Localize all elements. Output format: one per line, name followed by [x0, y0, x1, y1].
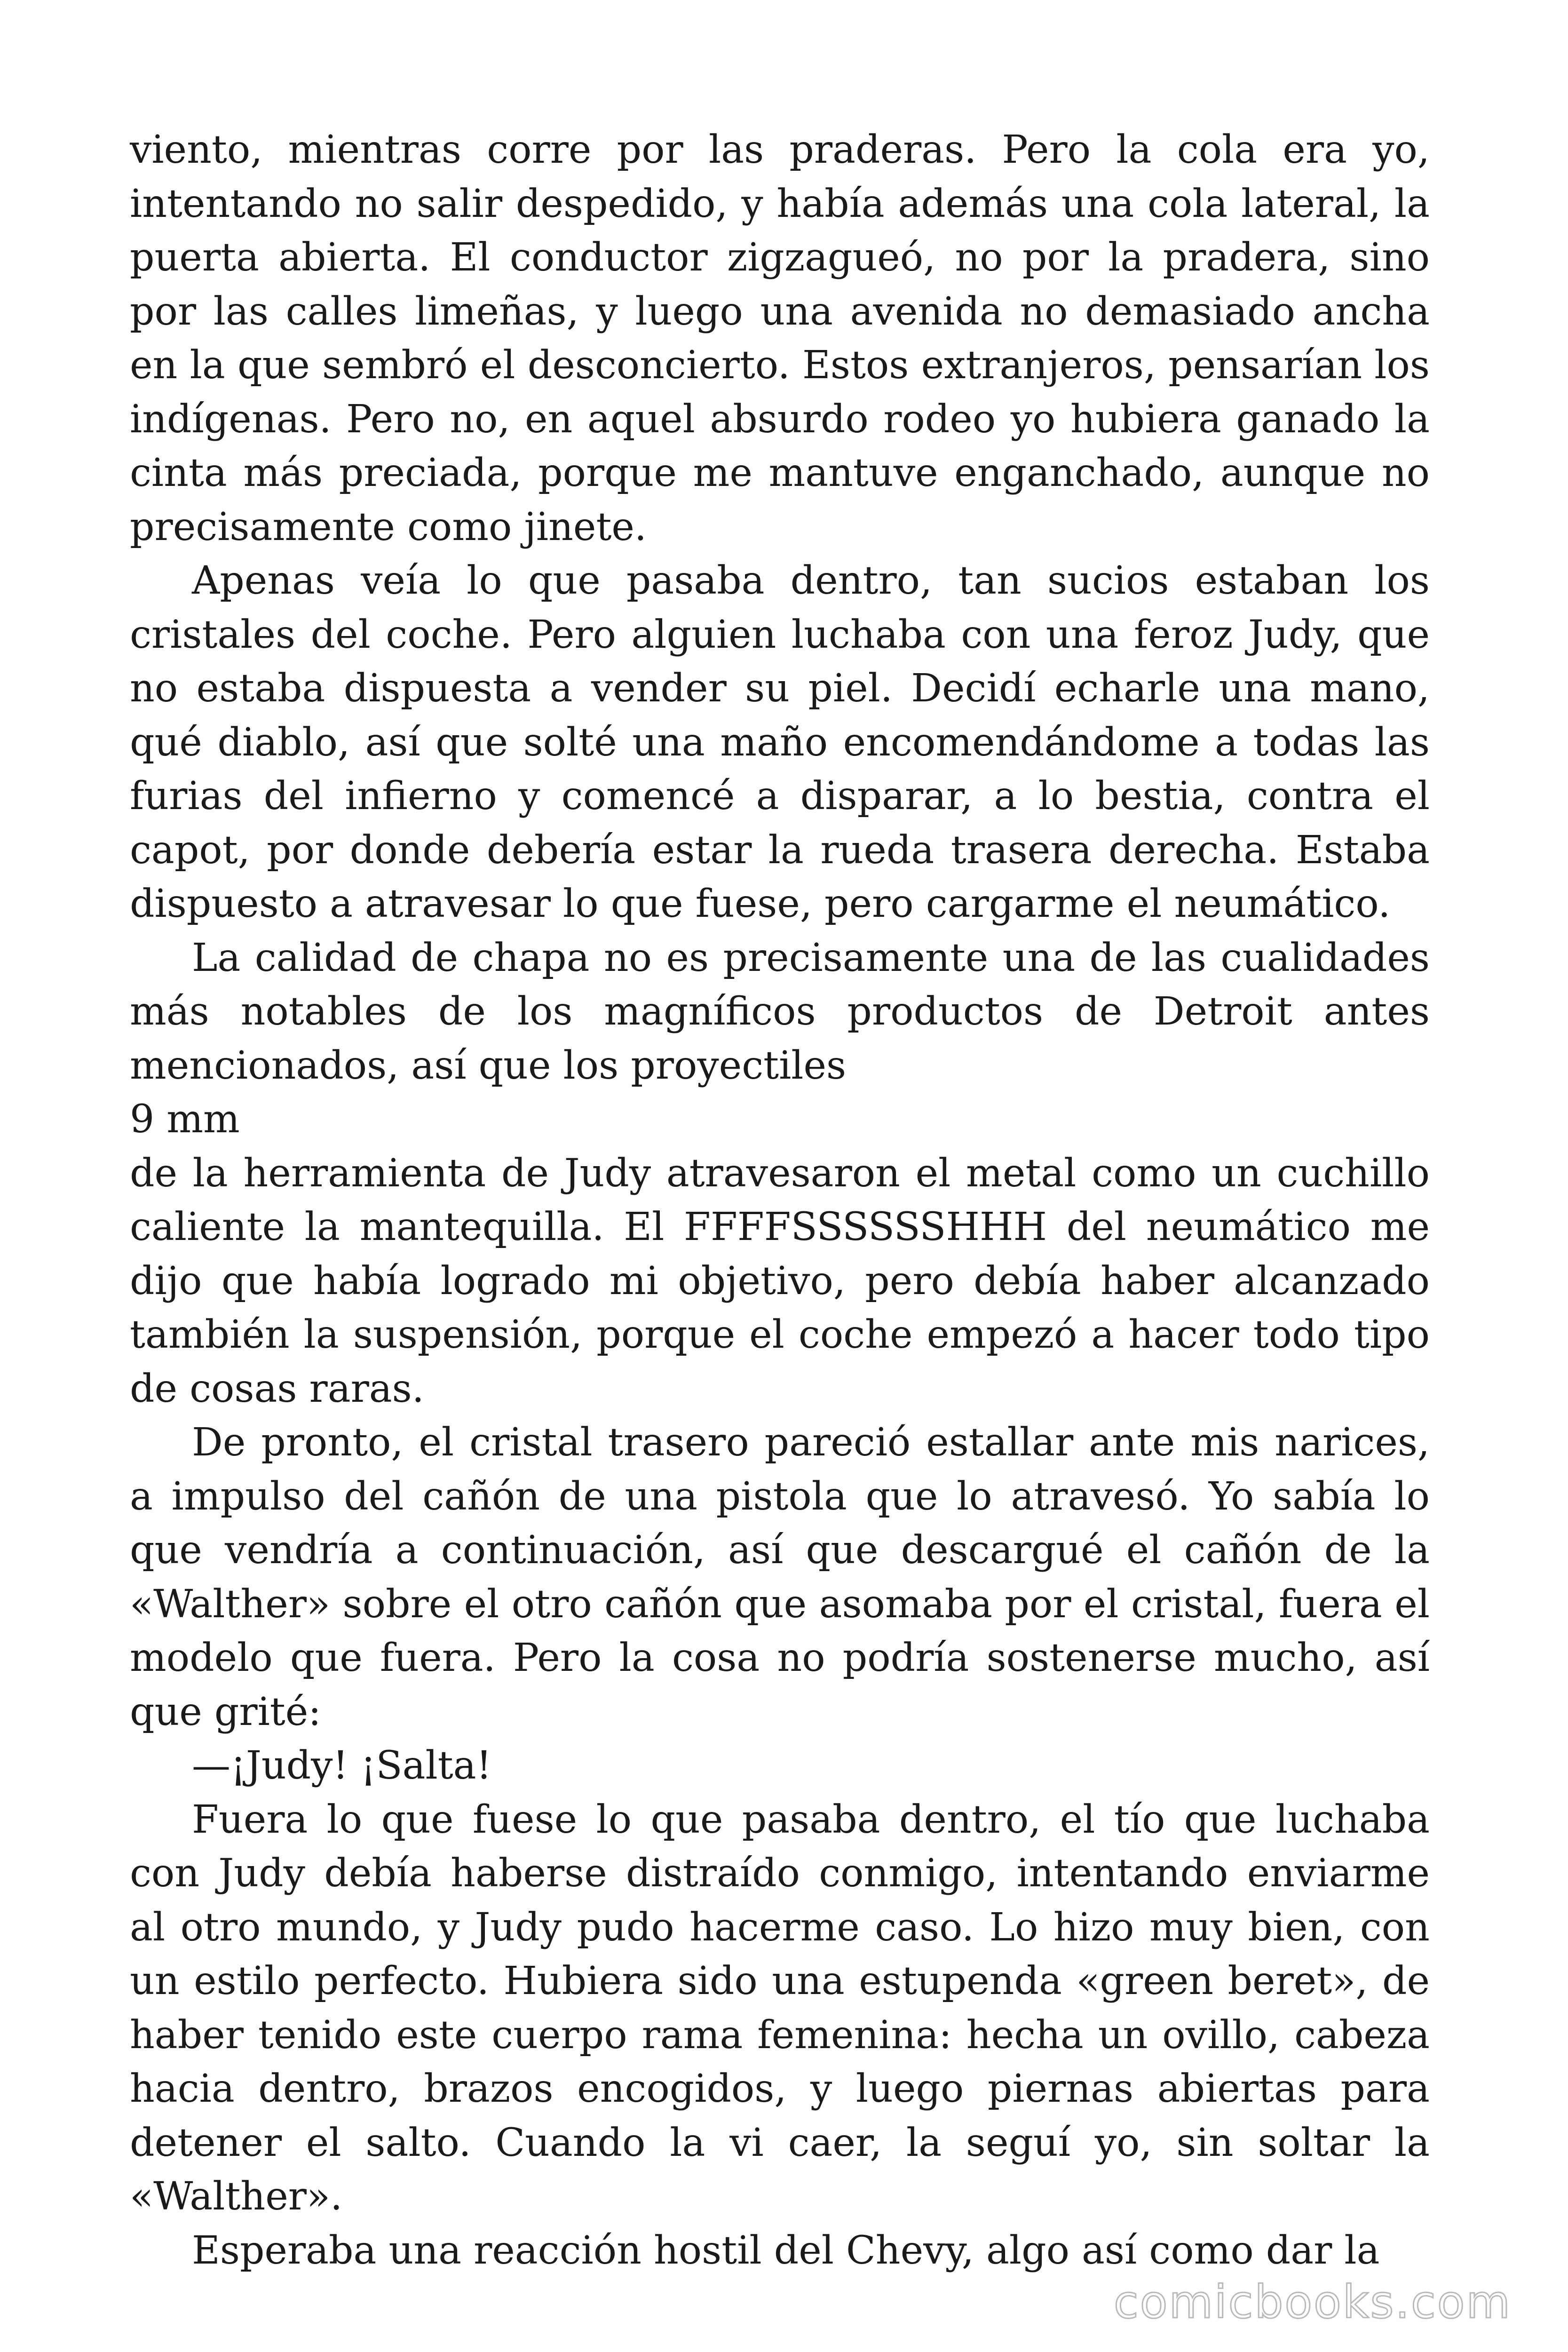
paragraph: La calidad de chapa no es precisamente una de las cualidades más notables de los magníficos productos de Detroit antes mencionados, así que los proyectiles	[130, 935, 1430, 1088]
paragraph: De pronto, el cristal trasero pareció estallar ante mis narices, a impulso del cañón de una pistola que lo atravesó. Yo sabía lo que vendría a continuación, así que descargué el cañón de la «Walther» sobre el otro cañón que asomaba por el cristal, fuera el modelo que fuera. Pero la cosa no podría sostenerse mucho, así que grité:	[130, 1420, 1430, 1734]
paragraph: Apenas veía lo que pasaba dentro, tan sucios estaban los cristales del coche. Pero alguien luchaba con una feroz Judy, que no estaba dispuesta a vender su piel. Decidí echarle una mano, qué diablo, así que solté una maño encomendándome a todas las furias del infierno y comencé a disparar, a lo bestia, contra el capot, por donde debería estar la rueda trasera derecha. Estaba dispuesto a atravesar lo que fuese, pero cargarme el neumático.	[130, 558, 1430, 926]
body-text	[130, 123, 1430, 2278]
dialogue-line: —¡Judy! ¡Salta!	[192, 1743, 492, 1788]
paragraph: de la herramienta de Judy atravesaron el metal como un cuchillo caliente la mantequilla. El FFFFSSSSSSHHH del neumático me dijo que había logrado mi objetivo, pero debía haber alcanzado también la suspensión, porque el coche empezó a hacer todo tipo de cosas raras.	[130, 1151, 1430, 1411]
watermark: comicbooks.com	[1113, 2276, 1512, 2328]
paragraph: Fuera lo que fuese lo que pasaba dentro, el tío que luchaba con Judy debía haberse distraído conmigo, intentando enviarme al otro mundo, y Judy pudo hacerme caso. Lo hizo muy bien, con un estilo perfecto. Hubiera sido una estupenda «green beret», de haber tenido este cuerpo rama femenina: hecha un ovillo, cabeza hacia dentro, brazos encogidos, y luego piernas abiertas para detener el salto. Cuando la vi caer, la seguí yo, sin soltar la «Walther».	[130, 1797, 1430, 2219]
paragraph-continued: Esperaba una reacción hostil del Chevy, algo así como dar la	[192, 2228, 1380, 2273]
paragraph: viento, mientras corre por las praderas. Pero la cola era yo, intentando no salir despedido, y había además una cola lateral, la puerta abierta. El conductor zigzagueó, no por la pradera, sino por las calles limeñas, y luego una avenida no demasiado ancha en la que sembró el desconcierto. Estos extranjeros, pensarían los indígenas. Pero no, en aquel absurdo rodeo yo hubiera ganado la cinta más preciada, porque me mantuve enganchado, aunque no precisamente como jinete.	[130, 127, 1430, 549]
measurement-line: 9 mm	[130, 1097, 240, 1142]
